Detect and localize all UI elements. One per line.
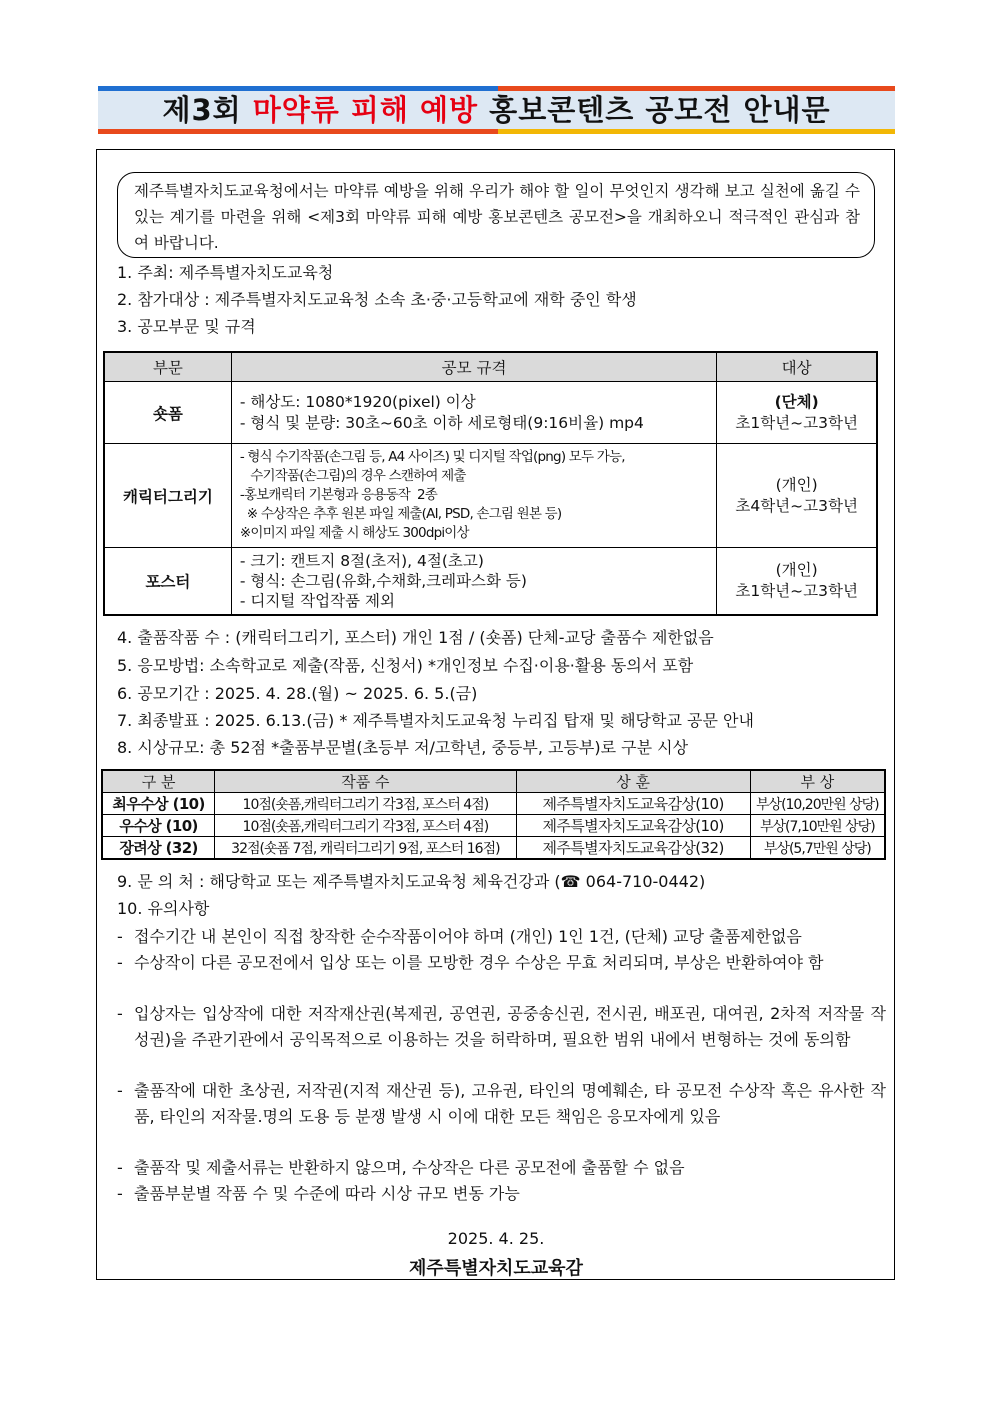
- page-title: [98, 91, 895, 129]
- title-bar-orange-bottom: [98, 129, 498, 134]
- title-highlight: 마약류 피해 예방: [252, 93, 479, 127]
- note-item: [117, 924, 886, 950]
- spec-line: -홍보캐릭터 기본형과 응용동작 2종: [239, 487, 438, 503]
- award-table-header: [102, 770, 885, 793]
- spec-line: - 형식 및 분량: 30초~60초 이하 세로형태(9:16비율) mp4: [239, 413, 644, 432]
- honor-cell: 제주특별자치도교육감상(32): [516, 837, 750, 860]
- title-suffix: 홍보콘텐츠 공모전 안내문: [478, 93, 831, 127]
- item-period: 6. 공모기간 : 2025. 4. 28.(월) ~ 2025. 6. 5.(금): [117, 684, 478, 703]
- header-target: 대상: [717, 352, 877, 382]
- spec-table: [103, 351, 878, 616]
- spec-line: - 크기: 캔트지 8절(초저), 4절(초고): [239, 551, 484, 570]
- prize-cell: 부상(10,20만원 상당): [750, 793, 885, 815]
- note-text: 접수기간 내 본인이 직접 창작한 순수작품이어야 하며 (개인) 1인 1건, (단체) 교당 출품제한없음: [134, 927, 802, 946]
- target-group: (개인): [775, 475, 818, 494]
- note-dash: -: [117, 953, 123, 972]
- note-item: [117, 950, 886, 976]
- target-group: (개인): [775, 560, 818, 579]
- note-text: 입상자는 입상작에 대한 저작재산권(복제권, 공연권, 공중송신권, 전시권, 배포권, 대여권, 2차적 저작물 작성권)을 주관기관에서 공익목적으로 이용하는 것을 허락하며, 필요한 범위 내에서 변형하는 것에 동의함: [134, 1004, 886, 1049]
- note-dash: -: [117, 1004, 123, 1023]
- works-cell: 10점(숏폼,캐릭터그리기 각3점, 포스터 4점): [215, 793, 516, 815]
- header-grade: 구 분: [102, 770, 215, 793]
- target-grades: 초1학년~고3학년: [735, 581, 858, 600]
- target-grades: 초4학년~고3학년: [735, 496, 858, 515]
- works-cell: 10점(숏폼,캐릭터그리기 각3점, 포스터 4점): [215, 815, 516, 837]
- note-item: [117, 1155, 886, 1181]
- spec-line: - 디지털 작업작품 제외: [239, 591, 395, 610]
- spec-cell: [231, 382, 716, 444]
- item-notes-title: 10. 유의사항: [117, 899, 210, 918]
- target-group: (단체): [774, 392, 819, 411]
- phone-icon: ☎: [560, 872, 581, 891]
- target-cell: [717, 444, 877, 548]
- header-prize: 부 상: [750, 770, 885, 793]
- note-dash: -: [117, 1081, 123, 1100]
- table-row: [102, 837, 885, 860]
- category-cell: 포스터: [104, 548, 231, 615]
- note-item: [117, 1181, 886, 1207]
- target-cell: [717, 382, 877, 444]
- spec-cell: [231, 444, 716, 548]
- prize-cell: 부상(7,10만원 상당): [750, 815, 885, 837]
- note-text: 출품작에 대한 초상권, 저작권(지적 재산권 등), 고유권, 타인의 명예훼손, 타 공모전 수상작 혹은 유사한 작품, 타인의 저작물.명의 도용 등 분쟁 발생 시 이에 대한 모든 책임은 응모자에게 있음: [134, 1081, 886, 1126]
- spec-line: - 형식 수기작품(손그림 등, A4 사이즈) 및 디지털 작업(png) 모두 가능,: [239, 449, 625, 465]
- document-date: 2025. 4. 25.: [447, 1229, 545, 1248]
- spec-line: 수기작품(손그림)의 경우 스캔하여 제출: [239, 468, 466, 484]
- category-cell: 숏폼: [104, 382, 231, 444]
- table-row: [102, 793, 885, 815]
- spec-table-header: [104, 352, 877, 382]
- header-spec: 공모 규격: [231, 352, 716, 382]
- note-text: 수상작이 다른 공모전에서 입상 또는 이를 모방한 경우 수상은 무효 처리되며, 부상은 반환하여야 함: [134, 953, 824, 972]
- contact-number: 064-710-0442): [580, 872, 706, 891]
- note-text: 출품작 및 제출서류는 반환하지 않으며, 수상작은 다른 공모전에 출품할 수 없음: [134, 1158, 685, 1177]
- table-row: [104, 444, 877, 548]
- grade-cell: 최우수상 (10): [102, 793, 215, 815]
- prize-cell: 부상(5,7만원 상당): [750, 837, 885, 860]
- award-table: [101, 769, 886, 860]
- spec-line: - 형식: 손그림(유화,수채화,크레파스화 등): [239, 571, 527, 590]
- item-target: 2. 참가대상 : 제주특별자치도교육청 소속 초·중·고등학교에 재학 중인 학생: [117, 290, 637, 309]
- item-count: 4. 출품작품 수 : (캐릭터그리기, 포스터) 개인 1점 / (숏폼) 단체-교당 출품수 제한없음: [117, 628, 714, 647]
- item-result: 7. 최종발표 : 2025. 6.13.(금) * 제주특별자치도교육청 누리집 탑재 및 해당학교 공문 안내: [117, 711, 754, 730]
- spec-line: - 해상도: 1080*1920(pixel) 이상: [239, 392, 476, 411]
- category-cell: 캐릭터그리기: [104, 444, 231, 548]
- header-category: 부문: [104, 352, 231, 382]
- honor-cell: 제주특별자치도교육감상(10): [516, 793, 750, 815]
- spec-cell: [231, 548, 716, 615]
- grade-cell: 우수상 (10): [102, 815, 215, 837]
- note-dash: -: [117, 1158, 123, 1177]
- item-awards: 8. 시상규모: 총 52점 *출품부문별(초등부 저/고학년, 중등부, 고등부)로 구분 시상: [117, 738, 689, 757]
- spec-line: ※ 수상작은 추후 원본 파일 제출(AI, PSD, 손그림 원본 등): [239, 506, 562, 522]
- item-method: 5. 응모방법: 소속학교로 제출(작품, 신청서) *개인정보 수집·이용·활용 동의서 포함: [117, 656, 694, 675]
- target-cell: [717, 548, 877, 615]
- target-grades: 초1학년~고3학년: [735, 413, 858, 432]
- spec-line: ※이미지 파일 제출 시 해상도 300dpi이상: [239, 525, 469, 541]
- grade-cell: 장려상 (32): [102, 837, 215, 860]
- header-works: 작품 수: [215, 770, 516, 793]
- note-text: 출품부분별 작품 수 및 수준에 따라 시상 규모 변동 가능: [134, 1184, 520, 1203]
- title-banner: [98, 86, 895, 134]
- note-dash: -: [117, 1184, 123, 1203]
- works-cell: 32점(숏폼 7점, 캐릭터그리기 9점, 포스터 16점): [215, 837, 516, 860]
- item-host: 1. 주최: 제주특별자치도교육청: [117, 263, 334, 282]
- title-bar-yellow: [498, 129, 895, 134]
- contact-text: 9. 문 의 처 : 해당학교 또는 제주특별자치도교육청 체육건강과 (: [117, 872, 561, 891]
- signature: 제주특별자치도교육감: [409, 1258, 583, 1279]
- table-row: [104, 548, 877, 615]
- title-prefix: 제3회: [162, 93, 253, 127]
- note-item: [117, 1078, 886, 1129]
- item-sections: 3. 공모부문 및 규격: [117, 317, 256, 336]
- table-row: [104, 382, 877, 444]
- intro-box: 제주특별자치도교육청에서는 마약류 예방을 위해 우리가 해야 할 일이 무엇인지 생각해 보고 실천에 옮길 수 있는 계기를 마련을 위해 <제3회 마약류 피해 예방 홍보콘텐츠 공모전>을 개최하오니 적극적인 관심과 참여 바랍니다.: [117, 172, 875, 258]
- note-item: [117, 1001, 886, 1052]
- honor-cell: 제주특별자치도교육감상(10): [516, 815, 750, 837]
- header-honor: 상 훈: [516, 770, 750, 793]
- note-dash: -: [117, 927, 123, 946]
- table-row: [102, 815, 885, 837]
- item-contact: [117, 871, 705, 893]
